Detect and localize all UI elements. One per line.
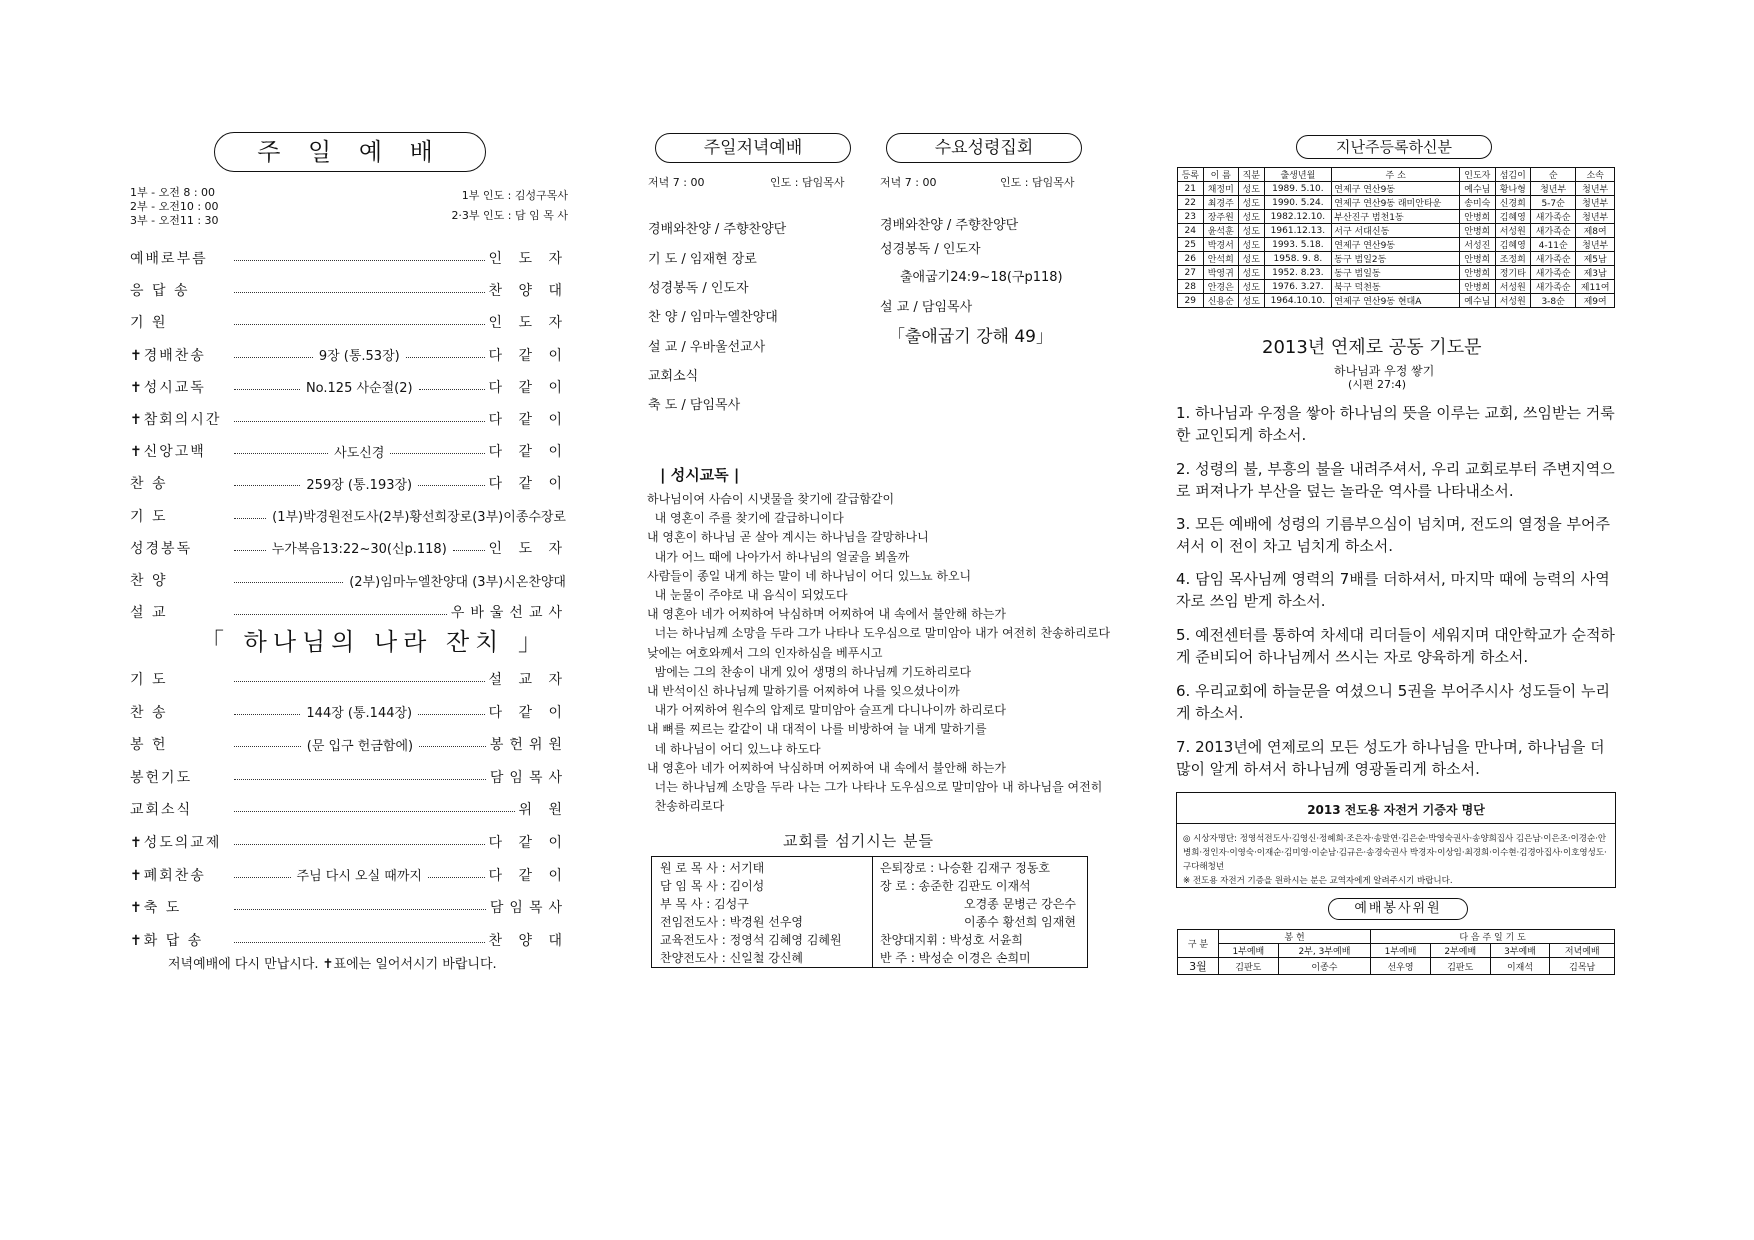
reading-line: 네 하나님이 어디 있느냐 하도다 — [647, 741, 821, 756]
prayer-item: 2. 성령의 불, 부흥의 불을 내려주셔서, 우리 교회로부터 주변지역으로 퍼져나가 부산을 덮는 놀라운 역사를 나타내소서. — [1176, 460, 1615, 500]
table-cell: 박영귀 — [1203, 266, 1238, 280]
staff-entry: 담 임 목 사 : 김이성 — [660, 879, 765, 893]
table-cell: 23 — [1178, 210, 1204, 224]
service-cell: 김목남 — [1550, 958, 1615, 975]
sub-header: 2부예배 — [1430, 944, 1490, 958]
order-detail: (2부)임마누엘찬양대 (3부)시온찬양대 — [349, 574, 566, 590]
leader-2: 2·3부 인도 : 담 임 목 사 — [451, 209, 568, 222]
reading-line: 너는 하나님께 소망을 두라 그가 나타나 도우심으로 말미암아 내가 여전히 찬송하리로다 — [647, 626, 1111, 641]
leader-dots — [234, 356, 313, 358]
order-detail: 259장 (통.193장) — [306, 477, 413, 493]
order-role: 우바울선교사 — [450, 605, 568, 622]
table-cell: 성도 — [1238, 224, 1264, 238]
time-1: 1부 - 오전 8 : 00 — [130, 186, 216, 199]
leader-dots — [234, 517, 266, 519]
wednesday-service-title: 수요성령집회 — [886, 133, 1082, 163]
registry-col-header: 이 름 — [1203, 168, 1238, 182]
order-row — [130, 929, 568, 951]
staff-entry: 오경종 문병근 강은수 — [964, 897, 1076, 911]
leader-1: 1부 인도 : 김성구목사 — [461, 189, 568, 202]
order-row — [130, 896, 568, 918]
table-cell: 성도 — [1238, 280, 1264, 294]
order-row — [130, 408, 568, 430]
left-footer: 저녁예배에 다시 만납시다. ✝표에는 일어서시기 바랍니다. — [168, 957, 497, 972]
leader-dots — [234, 843, 485, 845]
table-cell: 제11여 — [1576, 280, 1615, 294]
order-row — [130, 864, 568, 886]
order-detail: 사도신경 — [334, 445, 385, 461]
table-cell: 1964.10.10. — [1264, 294, 1332, 308]
time-3: 3부 - 오전11 : 30 — [130, 214, 219, 227]
evening-item: 교회소식 — [648, 369, 699, 384]
reading-line: 내 영혼이 주를 찾기에 갈급하니이다 — [647, 511, 844, 526]
evening-item: 축 도 / 담임목사 — [648, 398, 741, 413]
order-label: ✝경배찬송 — [130, 347, 206, 364]
order-row — [130, 247, 568, 269]
bicycle-divider — [1177, 823, 1615, 824]
evening-item: 기 도 / 임재현 장로 — [648, 252, 757, 267]
registry-col-header: 출생년월 — [1264, 168, 1332, 182]
service-times — [130, 186, 219, 228]
reading-line: 찬송하리로다 — [647, 799, 725, 814]
table-cell: 서구 서대신동 — [1332, 224, 1460, 238]
responsive-reading-title: | 성시교독 | — [660, 466, 740, 484]
order-label: 봉 헌 — [130, 737, 168, 754]
order-label: 응 답 송 — [130, 283, 190, 300]
table-cell: 1993. 5.18. — [1264, 238, 1332, 252]
table-cell: 제5남 — [1576, 252, 1615, 266]
leader-dots — [406, 356, 485, 358]
registry-col-header: 인도자 — [1460, 168, 1495, 182]
reading-line: 내 뼈를 찌르는 칼같이 내 대적이 나를 비방하여 늘 내게 말하기를 — [647, 722, 987, 737]
table-row — [1178, 280, 1615, 294]
table-cell: 청년부 — [1576, 196, 1615, 210]
table-cell: 새가족순 — [1530, 210, 1575, 224]
table-cell: 1958. 9. 8. — [1264, 252, 1332, 266]
wednesday-item: 경배와찬양 / 주향찬양단 — [880, 218, 1019, 233]
order-role: 다 같 이 — [488, 347, 569, 364]
wednesday-sermon: 「출애굽기 강해 49」 — [888, 327, 1053, 347]
order-detail: 누가복음13:22~30(신p.118) — [271, 542, 447, 558]
registry-col-header: 순 — [1530, 168, 1575, 182]
table-cell: 연제구 연산9동 — [1332, 182, 1460, 196]
order-label: ✝성도의교제 — [130, 835, 222, 851]
prayer-reference: (시편 27:4) — [1348, 378, 1407, 391]
table-cell: 황나형 — [1495, 182, 1530, 196]
service-table — [1177, 929, 1615, 975]
reading-line: 내 영혼아 네가 어찌하여 낙심하며 어찌하여 내 속에서 불안해 하는가 — [647, 607, 1006, 622]
sub-header: 저녁예배 — [1550, 944, 1615, 958]
leader-dots — [234, 484, 300, 486]
table-row — [1178, 238, 1615, 252]
table-row — [1178, 224, 1615, 238]
prayer-item: 5. 예전센터를 통하여 차세대 리더들이 세워지며 대안학교가 순적하게 준비되어 하나님께서 쓰시는 자로 양육하게 하소서. — [1176, 626, 1615, 666]
order-row — [130, 344, 568, 366]
reading-line: 내 영혼아 네가 어찌하여 낙심하며 어찌하여 내 속에서 불안해 하는가 — [647, 760, 1006, 775]
order-label: 찬 양 — [130, 573, 168, 589]
reading-line: 내 눈물이 주야로 내 음식이 되었도다 — [647, 588, 848, 602]
order-role: 설 교 자 — [488, 672, 568, 688]
order-row — [130, 766, 568, 788]
table-cell: 동구 범일2동 — [1332, 252, 1460, 266]
staff-entry: 원 로 목 사 : 서기태 — [660, 861, 765, 875]
leader-dots — [234, 291, 485, 293]
order-label: 봉헌기도 — [130, 769, 193, 786]
order-detail: 주님 다시 오실 때까지 — [296, 869, 422, 885]
order-detail: 144장 (통.144장) — [306, 706, 413, 722]
order-row — [130, 701, 568, 723]
wednesday-item: 성경봉독 / 인도자 — [880, 242, 981, 257]
reading-line: 너는 하나님께 소망을 두라 나는 그가 나타나 도우심으로 말미암아 내 하나님을 여전히 — [647, 780, 1103, 794]
order-role: 봉헌위원 — [489, 737, 568, 754]
table-cell: 안병희 — [1460, 224, 1495, 238]
prayer-item: 6. 우리교회에 하늘문을 여셨으니 5권을 부어주시사 성도들이 누리게 하소서. — [1176, 682, 1610, 722]
leader-dots — [234, 778, 486, 780]
order-row — [130, 831, 568, 853]
reading-line: 사람들이 종일 내게 하는 말이 네 하나님이 어디 있느뇨 하오니 — [647, 568, 972, 583]
table-cell: 4-11순 — [1530, 238, 1575, 252]
table-cell: 북구 덕천동 — [1332, 280, 1460, 294]
order-label: 찬 송 — [130, 704, 168, 721]
table-cell: 동구 범일동 — [1332, 266, 1460, 280]
table-cell: 성도 — [1238, 294, 1264, 308]
staff-box — [651, 856, 1088, 968]
table-cell: 성도 — [1238, 238, 1264, 252]
table-row — [1178, 266, 1615, 280]
table-cell: 새가족순 — [1530, 252, 1575, 266]
sermon-title: 「 하나님의 나라 잔치 」 — [200, 628, 548, 656]
service-committee-title: 예배봉사위원 — [1328, 898, 1468, 920]
month-cell: 3월 — [1178, 958, 1219, 975]
table-cell: 연제구 연산9동 래미안타운 — [1332, 196, 1460, 210]
order-label: ✝축 도 — [130, 900, 182, 917]
table-cell: 청년부 — [1530, 182, 1575, 196]
staff-entry: 은퇴장로 : 나승환 김재구 정동호 — [880, 861, 1050, 875]
leader-dots — [234, 259, 485, 261]
leader-dots — [419, 745, 486, 747]
order-role: 인 도 자 — [488, 315, 568, 332]
bicycle-note: ※ 전도용 자전거 기증을 원하시는 분은 교역자에게 알려주시기 바랍니다. — [1183, 876, 1453, 886]
registry-col-header: 직분 — [1238, 168, 1264, 182]
table-cell: 21 — [1178, 182, 1204, 196]
staff-entry: 찬양전도사 : 신일철 강신혜 — [660, 951, 803, 965]
table-row — [1178, 294, 1615, 308]
table-row — [1178, 196, 1615, 210]
table-row — [1178, 252, 1615, 266]
leader-dots — [234, 452, 328, 454]
registry-header — [1178, 168, 1615, 182]
leader-dots — [234, 323, 485, 325]
staff-entry: 교육전도사 : 정영석 김혜영 김혜원 — [660, 933, 842, 947]
order-role: 인 도 자 — [488, 540, 569, 557]
order-role: 다 같 이 — [488, 379, 569, 396]
staff-divider — [872, 857, 873, 967]
order-row — [130, 472, 568, 494]
table-cell: 청년부 — [1576, 238, 1615, 252]
table-cell: 안석희 — [1203, 252, 1238, 266]
table-cell: 연제구 연산9동 — [1332, 238, 1460, 252]
table-cell: 조정희 — [1495, 252, 1530, 266]
leader-dots — [428, 876, 485, 878]
order-row — [130, 376, 568, 398]
order-label: ✝신앙고백 — [130, 444, 206, 461]
service-cell: 선우영 — [1371, 958, 1431, 975]
order-row — [130, 668, 568, 690]
staff-entry: 찬양대지휘 : 박성호 서윤희 — [880, 933, 1023, 947]
prayer-title: 2013년 연제로 공동 기도문 — [1262, 337, 1482, 358]
leader-dots — [234, 549, 266, 551]
prayer-item: 4. 담임 목사님께 영력의 7배를 더하셔서, 마지막 때에 능력의 사역자로 쓰임 받게 하소서. — [1176, 570, 1610, 610]
reading-line: 내 반석이신 하나님께 말하기를 어찌하여 나를 잊으셨나이까 — [647, 684, 960, 698]
wednesday-time: 저녁 7 : 00 — [880, 176, 937, 189]
col-category: 구 분 — [1178, 930, 1219, 958]
registry-col-header: 주 소 — [1332, 168, 1460, 182]
registry-col-header: 섬김이 — [1495, 168, 1530, 182]
order-detail: (1부)박경원전도사(2부)황선희장로(3부)이종수장로 — [272, 510, 566, 526]
table-cell: 제9여 — [1576, 294, 1615, 308]
table-cell: 채정미 — [1203, 182, 1238, 196]
table-cell: 5-7순 — [1530, 196, 1575, 210]
order-label: 기 도 — [130, 508, 168, 525]
leader-dots — [234, 745, 301, 747]
reading-line: 내가 어느 때에 나아가서 하나님의 얼굴을 뵈올까 — [647, 549, 910, 564]
leader-dots — [453, 549, 485, 551]
table-cell: 29 — [1178, 294, 1204, 308]
order-role: 다 같 이 — [488, 704, 569, 721]
table-cell: 성도 — [1238, 182, 1264, 196]
reading-line: 하나님이여 사슴이 시냇물을 찾기에 갈급함같이 — [647, 492, 895, 506]
order-row — [130, 537, 568, 559]
sub-header: 3부예배 — [1490, 944, 1550, 958]
table-cell: 윤석훈 — [1203, 224, 1238, 238]
table-cell: 1976. 3.27. — [1264, 280, 1332, 294]
table-row — [1178, 182, 1615, 196]
leader-dots — [234, 941, 485, 943]
table-cell: 새가족순 — [1530, 266, 1575, 280]
registry-table — [1177, 167, 1615, 308]
table-cell: 25 — [1178, 238, 1204, 252]
order-row — [130, 279, 568, 301]
order-role: 다 같 이 — [488, 835, 568, 851]
table-cell: 안병희 — [1460, 210, 1495, 224]
table-cell: 성도 — [1238, 210, 1264, 224]
service-cell: 이종수 — [1278, 958, 1370, 975]
order-label: 예배로부름 — [130, 251, 208, 267]
table-cell: 28 — [1178, 280, 1204, 294]
prayer-item: 1. 하나님과 우정을 쌓아 하나님의 뜻을 이루는 교회, 쓰임받는 거룩한 교인되게 하소서. — [1176, 404, 1615, 444]
table-cell: 1989. 5.10. — [1264, 182, 1332, 196]
order-detail: (문 입구 헌금함에) — [306, 738, 414, 754]
order-row — [130, 311, 568, 333]
order-role: 담임목사 — [489, 769, 568, 786]
leader-dots — [418, 713, 484, 715]
order-label: 기 원 — [130, 315, 168, 332]
evening-item: 경배와찬양 / 주향찬양단 — [648, 222, 787, 237]
order-label: 찬 송 — [130, 476, 168, 493]
time-2: 2부 - 오전10 : 00 — [130, 200, 219, 213]
wednesday-leader: 인도 : 담임목사 — [1000, 176, 1075, 189]
order-label: 설 교 — [130, 605, 168, 622]
evening-item: 찬 양 / 임마누엘찬양대 — [648, 310, 778, 325]
sub-header: 1부예배 — [1218, 944, 1278, 958]
bicycle-title: 2013 전도용 자전거 기증자 명단 — [1307, 803, 1485, 817]
leader-dots — [234, 613, 447, 615]
table-cell: 송미숙 — [1460, 196, 1495, 210]
table-cell: 26 — [1178, 252, 1204, 266]
order-role: 찬 양 대 — [488, 932, 568, 949]
order-row — [130, 505, 568, 527]
table-cell: 장주원 — [1203, 210, 1238, 224]
table-cell: 새가족순 — [1530, 224, 1575, 238]
reading-line: 낮에는 여호와께서 그의 인자하심을 베푸시고 — [647, 645, 883, 660]
prayer-subtitle: 하나님과 우정 쌓기 — [1334, 364, 1435, 378]
service-cell: 김판도 — [1430, 958, 1490, 975]
table-row — [1178, 210, 1615, 224]
evening-service-title: 주일저녁예배 — [655, 133, 851, 163]
table-cell: 안병희 — [1460, 280, 1495, 294]
leader-dots — [234, 908, 486, 910]
table-cell: 신경희 — [1495, 196, 1530, 210]
table-cell: 서성진 — [1460, 238, 1495, 252]
table-cell: 안병희 — [1460, 252, 1495, 266]
leader-dots — [234, 810, 515, 812]
leader-dots — [234, 680, 485, 682]
staff-title: 교회를 섬기시는 분들 — [783, 832, 934, 850]
reading-line: 내 영혼이 하나님 곧 살아 계시는 하나님을 갈망하나니 — [647, 530, 929, 545]
order-label: ✝화 답 송 — [130, 932, 204, 949]
prayer-item: 7. 2013년에 연제로의 모든 성도가 하나님을 만나며, 하나님을 더 많이 알게 하셔서 하나님께 영광돌리게 하소서. — [1176, 738, 1605, 778]
leader-dots — [234, 581, 343, 583]
staff-entry: 이종수 황선희 임재현 — [964, 915, 1076, 929]
order-role: 담임목사 — [489, 900, 568, 917]
table-cell: 최경주 — [1203, 196, 1238, 210]
table-cell: 1982.12.10. — [1264, 210, 1332, 224]
table-cell: 1990. 5.24. — [1264, 196, 1332, 210]
leader-dots — [234, 876, 291, 878]
table-cell: 서성원 — [1495, 224, 1530, 238]
order-row — [130, 733, 568, 755]
order-label: 성경봉독 — [130, 540, 193, 557]
staff-entry: 전임전도사 : 박경원 선우영 — [660, 915, 803, 929]
order-role: 다 같 이 — [488, 444, 568, 461]
main-service-title: 주 일 예 배 — [214, 132, 486, 172]
table-cell: 제3남 — [1576, 266, 1615, 280]
sub-header: 1부예배 — [1371, 944, 1431, 958]
table-cell: 안경은 — [1203, 280, 1238, 294]
evening-leader: 인도 : 담임목사 — [770, 176, 845, 189]
table-cell: 24 — [1178, 224, 1204, 238]
order-label: ✝폐회찬송 — [130, 867, 206, 884]
leader-dots — [418, 484, 484, 486]
staff-entry: 부 목 사 : 김성구 — [660, 897, 749, 911]
table-cell: 예수님 — [1460, 182, 1495, 196]
table-cell: 서성원 — [1495, 280, 1530, 294]
service-cell: 이재석 — [1490, 958, 1550, 975]
registry-col-header: 소속 — [1576, 168, 1615, 182]
table-cell: 박경서 — [1203, 238, 1238, 252]
col-offering: 봉 헌 — [1218, 930, 1370, 944]
leader-dots — [234, 420, 485, 422]
order-row — [130, 798, 568, 820]
table-cell: 청년부 — [1576, 182, 1615, 196]
order-role: 다 같 이 — [488, 867, 568, 884]
leader-dots — [390, 452, 484, 454]
table-cell: 1952. 8.23. — [1264, 266, 1332, 280]
order-row — [130, 601, 568, 623]
wednesday-item: 출애굽기24:9~18(구p118) — [900, 270, 1063, 285]
table-cell: 안병희 — [1460, 266, 1495, 280]
order-row — [130, 569, 568, 591]
table-cell: 22 — [1178, 196, 1204, 210]
service-cell: 김판도 — [1218, 958, 1278, 975]
prayer-item: 3. 모든 예배에 성령의 기름부으심이 넘치며, 전도의 열정을 부어주셔서 이 전이 차고 넘치게 하소서. — [1176, 515, 1610, 555]
table-cell: 정기타 — [1495, 266, 1530, 280]
order-label: ✝성시교독 — [130, 379, 206, 396]
order-role: 찬 양 대 — [488, 283, 568, 300]
order-role: 인 도 자 — [488, 251, 568, 267]
leader-dots — [419, 388, 485, 390]
reading-line: 밤에는 그의 찬송이 내게 있어 생명의 하나님께 기도하리로다 — [647, 664, 972, 679]
table-cell: 제8여 — [1576, 224, 1615, 238]
table-cell: 예수님 — [1460, 294, 1495, 308]
table-cell: 1961.12.13. — [1264, 224, 1332, 238]
table-cell: 성도 — [1238, 252, 1264, 266]
staff-entry: 반 주 : 박성순 이경은 손희미 — [880, 951, 1031, 965]
bicycle-body: ◎ 시상자명단: 정영석전도사·김영신·정혜희·조은자·송말연·김은순·박영숙권사·송양희집사 김은남·이은조·이경순·안병희·정인자·이영숙·이재순·김미영·이순남·김규은·송경숙권사 박경자·이상임·최경희·이수현·김경아집사·이호영성도·구다해청년 — [1183, 834, 1607, 872]
leader-dots — [234, 388, 300, 390]
table-cell: 성도 — [1238, 266, 1264, 280]
evening-item: 설 교 / 우바울선교사 — [648, 340, 766, 355]
order-detail: 9장 (통.53장) — [318, 349, 400, 365]
table-cell: 부산진구 범천1동 — [1332, 210, 1460, 224]
table-cell: 새가족순 — [1530, 280, 1575, 294]
staff-left — [660, 859, 842, 967]
order-detail: No.125 사순절(2) — [305, 381, 413, 397]
staff-entry: 장 로 : 송준한 김판도 이재석 — [880, 879, 1031, 893]
service-leaders — [420, 186, 568, 226]
table-cell: 27 — [1178, 266, 1204, 280]
table-cell: 성도 — [1238, 196, 1264, 210]
registry-col-header: 등록 — [1178, 168, 1204, 182]
staff-right — [880, 859, 1076, 967]
leader-dots — [234, 713, 300, 715]
order-row — [130, 440, 568, 462]
order-role: 다 같 이 — [488, 412, 568, 428]
table-cell: 연제구 연산9동 현대A — [1332, 294, 1460, 308]
bicycle-donor-box — [1176, 792, 1616, 888]
order-label: ✝참회의시간 — [130, 412, 222, 428]
order-label: 기 도 — [130, 672, 168, 688]
table-cell: 김혜영 — [1495, 238, 1530, 252]
order-role: 위 원 — [518, 802, 568, 819]
table-cell: 3-8순 — [1530, 294, 1575, 308]
table-cell: 김혜영 — [1495, 210, 1530, 224]
registry-title: 지난주등록하신분 — [1296, 135, 1492, 159]
order-label: 교회소식 — [130, 802, 193, 819]
evening-item: 성경봉독 / 인도자 — [648, 281, 749, 296]
wednesday-item: 설 교 / 담임목사 — [880, 300, 973, 315]
table-cell: 신용순 — [1203, 294, 1238, 308]
table-cell: 청년부 — [1576, 210, 1615, 224]
reading-line: 내가 어찌하여 원수의 압제로 말미암아 슬프게 다니나이까 하리로다 — [647, 703, 1006, 718]
order-role: 다 같 이 — [488, 476, 569, 493]
table-cell: 서성원 — [1495, 294, 1530, 308]
evening-time: 저녁 7 : 00 — [648, 176, 705, 189]
col-next-prayer: 다 음 주 일 기 도 — [1371, 930, 1615, 944]
sub-header: 2부, 3부예배 — [1278, 944, 1370, 958]
